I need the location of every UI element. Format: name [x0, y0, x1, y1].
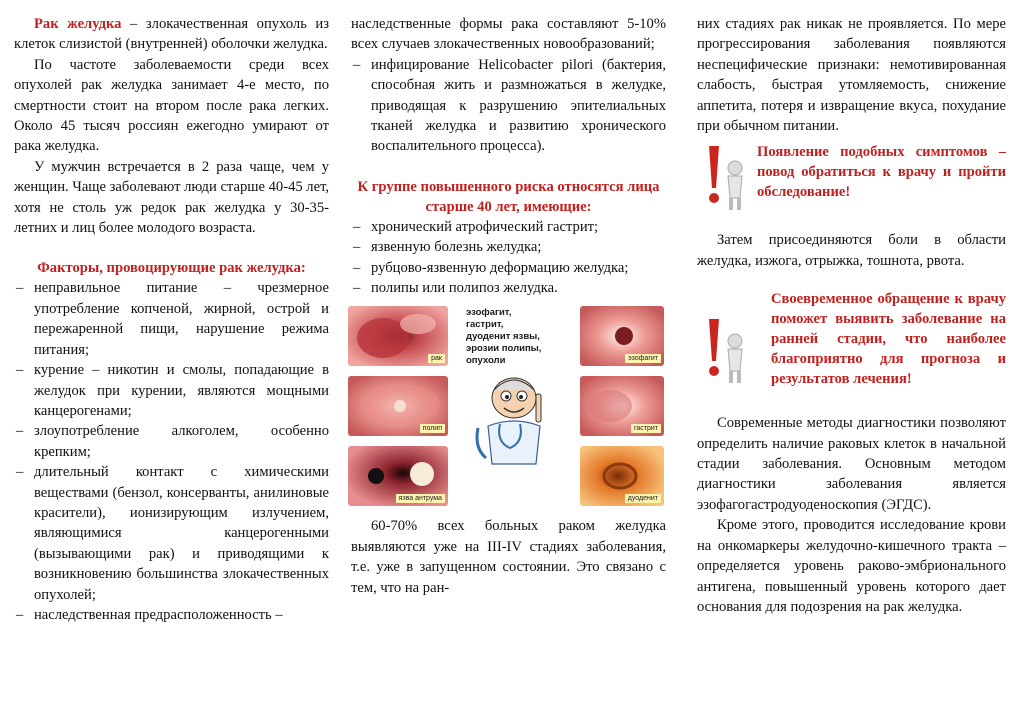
list-item: опухоли [466, 355, 506, 367]
photo-tag: дуоденит [625, 494, 661, 503]
factors-heading: Факторы, провоцирующие рак желудка: [37, 260, 306, 277]
endoscopy-photo-esophagitis [580, 306, 664, 366]
endoscopy-photo-cancer [348, 306, 448, 366]
list-item: – наследственная предрасположенность – [14, 605, 329, 625]
photo-tag: язва антрума [396, 494, 445, 503]
list-item: – курение – никотин и смолы, попадающие в желудок при курении, являются мощными канцерогенами; [14, 360, 329, 421]
list-item: эрозии полипы, [466, 343, 542, 355]
diagnostics-paragraph: Современные методы диагностики позволяют определить наличие раковых клеток в начальной стадии заболевания. Основным методом диагностики заболевания является эзофагогастродуоденоскопия (ЭГДС). [697, 415, 1006, 513]
photo-tag: рак [428, 354, 445, 363]
list-item: – рубцово-язвенную деформацию желудка; [351, 258, 666, 278]
callout-early-visit [697, 289, 1006, 399]
lead-term: Рак желудка [34, 16, 122, 32]
doctor-illustration [470, 368, 562, 468]
endoscopy-figure [348, 304, 666, 516]
list-item: дуоденит язвы, [466, 331, 540, 343]
pain-paragraph: Затем присоединяются боли в области желудка, изжога, отрыжка, тошнота, рвота. [697, 232, 1006, 269]
list-item: – длительный контакт с химическими веществами (бензол, консерванты, анилиновые красители), ионизирующим излучением, являющимися канцерогенными (вызывающими рак) и приводящими к возникновению большинства злокачественных опухолей; [14, 462, 329, 605]
intro-text: – злокачественная опухоль из клеток слизистой (внутренней) оболочки желудка. [14, 16, 329, 53]
list-item: гастрит, [466, 319, 504, 331]
list-item: – язвенную болезнь желудка; [351, 237, 666, 257]
endoscopy-photo-duodenitis [580, 446, 664, 506]
column-1 [14, 14, 329, 625]
list-item: – инфицирование Helicobacter pilori (бактерия, способная жить и размножаться в желудке, приводящая к разрушению эпителиальных тканей желудка и развитию хронического воспалительного процесса). [351, 55, 666, 157]
list-item: – неправильное питание – чрезмерное употребление копченой, жирной, острой и пережаренной пищи, нарушение режима питания; [14, 278, 329, 360]
conditions-list [466, 307, 541, 367]
late-diagnosis-paragraph: 60-70% всех больных раком желудка выявляются уже на III-IV стадиях заболевания, т.е. уже в запущенном состоянии. Это связано с тем, что на ран- [351, 518, 666, 596]
exclamation-figure-icon [697, 315, 751, 385]
list-item: – полипы или полипоз желудка. [351, 278, 666, 298]
callout-early-visit-text: Своевременное обращение к врачу поможет выявить заболевание на ранней стадии, что наиболее благоприятно для прогноза и результатов лечения! [771, 291, 1006, 388]
list-item: – злоупотребление алкоголем, особенно крепким; [14, 421, 329, 462]
endoscopy-photo-polyp [348, 376, 448, 436]
endoscopy-photo-ulcer [348, 446, 448, 506]
column-2 [351, 14, 666, 598]
paragraph-demographics: У мужчин встречается в 2 раза чаще, чем у женщин. Чаще заболевают люди старше 40-45 лет, хотя не столь уж редок рак желудка у 30-35-летних и лиц более молодого возраста. [14, 158, 329, 237]
blood-test-paragraph: Кроме этого, проводится исследование крови на онкомаркеры желудочно-кишечного тракта – определяется уровень раково-эмбрионального антигена, повышенный уровень которого дает основания для подозрения на рак желудка. [697, 517, 1006, 615]
factors-list [14, 278, 329, 625]
callout-symptoms [697, 142, 1006, 212]
risk-list [351, 217, 666, 299]
symptoms-paragraph: них стадиях рак никак не проявляется. По мере прогрессирования заболевания появляются неспецифические признаки: немотивированная слабость, быстрая утомляемость, снижение аппетита, потеря и извращение вкуса, похудание при обычном питании. [697, 16, 1006, 135]
list-item: – хронический атрофический гастрит; [351, 217, 666, 237]
callout-symptoms-text: Появление подобных симптомов – повод обратиться к врачу и пройти обследование! [757, 144, 1006, 201]
risk-heading: К группе повышенного риска относятся лица старше 40 лет, имеющие: [357, 178, 660, 215]
paragraph-statistics: По частоте заболеваемости среди всех опухолей рак желудка занимает 4-е место, по смертности стоит на втором после рака легких. Около 45 тысяч россиян ежегодно умирают от рака желудка. [14, 56, 329, 155]
list-item: эзофагит, [466, 307, 512, 319]
column-3 [697, 14, 1006, 617]
continued-line: наследственные формы рака составляют 5-10% всех случаев злокачественных новообразований; [351, 16, 666, 53]
endoscopy-photo-gastritis [580, 376, 664, 436]
intro-paragraph [14, 14, 329, 55]
photo-tag: полип [420, 424, 445, 433]
photo-tag: гастрит [631, 424, 661, 433]
hp-list [351, 55, 666, 157]
exclamation-figure-icon [697, 142, 751, 212]
photo-tag: эзофагит [625, 354, 661, 363]
